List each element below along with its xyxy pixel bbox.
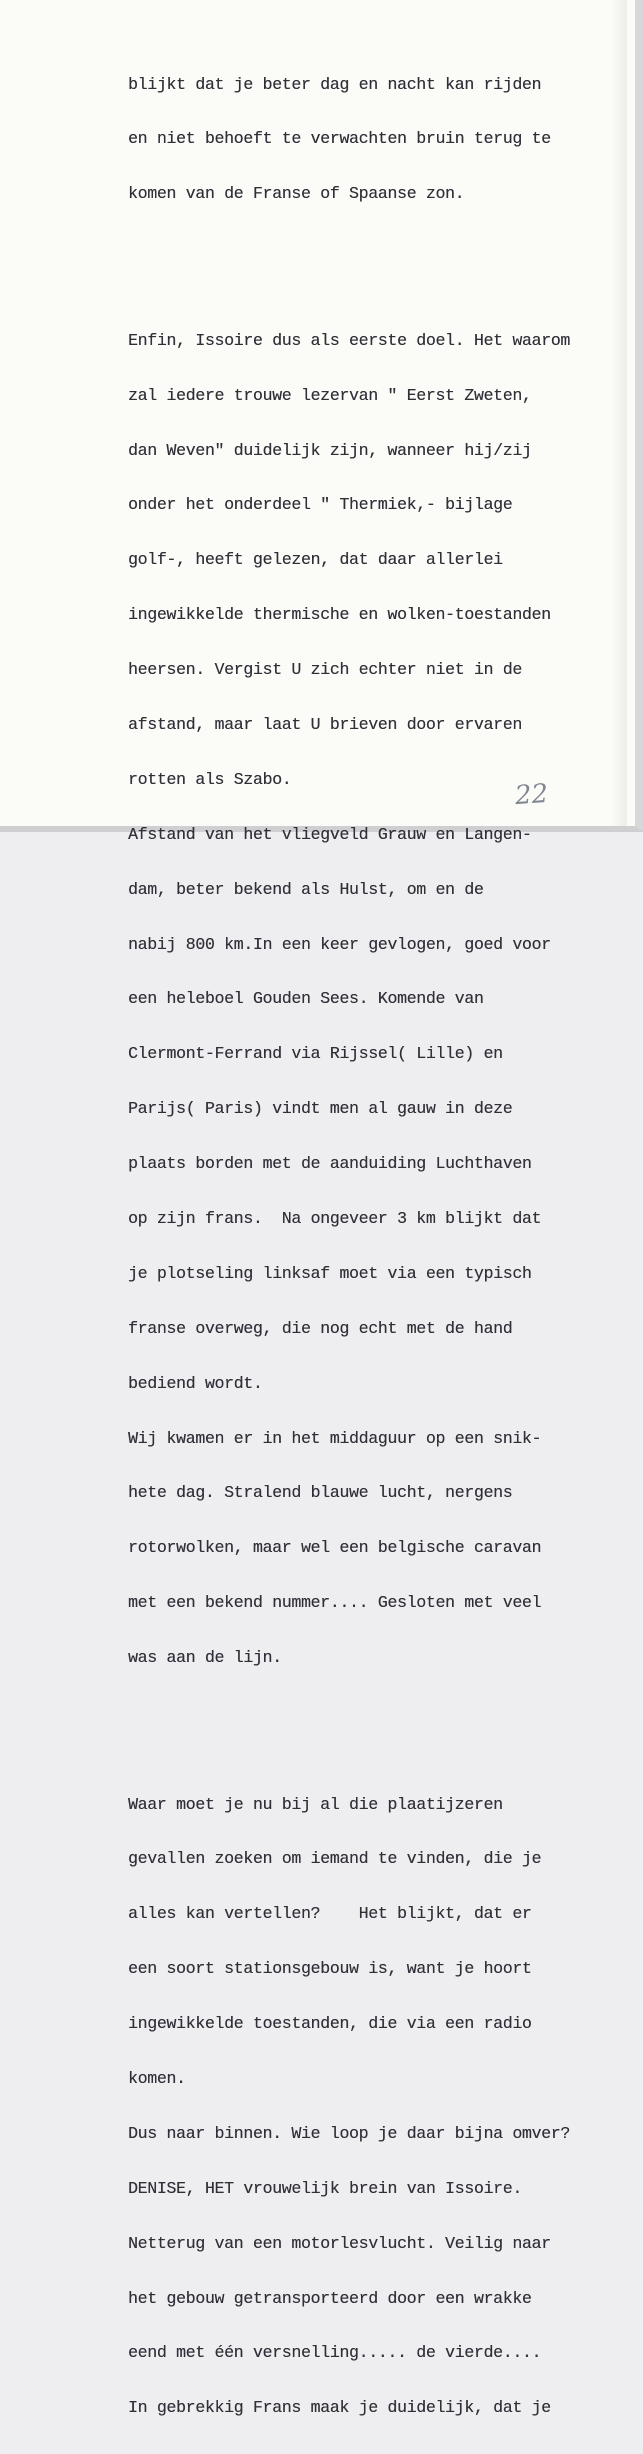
text-line: je plotseling linksaf moet via een typisch: [128, 1263, 532, 1283]
paragraph-gap: [128, 1722, 618, 1740]
text-line: blijkt dat je beter dag en nacht kan rijden: [128, 74, 542, 94]
text-line: rotten als Szabo.: [128, 769, 292, 789]
text-line: komen.: [128, 2068, 186, 2088]
text-line: plaats borden met de aanduiding Luchthaven: [128, 1154, 532, 1174]
text-line: en niet behoeft te verwachten bruin terug te: [128, 129, 551, 149]
text-line: alles kan vertellen? Het blijkt, dat er: [128, 1904, 532, 1924]
handwritten-page-number: 22: [513, 778, 550, 812]
text-line: ingewikkelde toestanden, die via een radio: [128, 2014, 532, 2034]
text-line: franse overweg, die nog echt met de hand: [128, 1318, 513, 1338]
text-line: dam, beter bekend als Hulst, om en de: [128, 879, 484, 899]
text-line: gevallen zoeken om iemand te vinden, die je: [128, 1849, 542, 1869]
text-line: golf-, heeft gelezen, dat daar allerlei: [128, 550, 503, 570]
text-line: komen van de Franse of Spaanse zon.: [128, 184, 465, 204]
text-line: op zijn frans. Na ongeveer 3 km blijkt dat: [128, 1209, 542, 1228]
text-line: met een bekend nummer.... Gesloten met veel: [128, 1593, 542, 1613]
text-line: Dus naar binnen. Wie loop je daar bijna omver?: [128, 2123, 570, 2143]
text-line: hete dag. Stralend blauwe lucht, nergens: [128, 1483, 513, 1503]
text-line: Afstand van het vliegveld Grauw en Langen-: [128, 824, 532, 844]
paragraph-gap: [128, 259, 618, 277]
text-line: dan Weven" duidelijk zijn, wanneer hij/zij: [128, 440, 532, 460]
text-line: het gebouw getransporteerd door een wrakke: [128, 2288, 532, 2308]
text-line: een soort stationsgebouw is, want je hoort: [128, 1959, 532, 1979]
text-line: Enfin, Issoire dus als eerste doel. Het waarom: [128, 330, 570, 350]
text-line: DENISE, HET vrouwelijk brein van Issoire.: [128, 2178, 522, 2198]
text-line: In gebrekkig Frans maak je duidelijk, dat je: [128, 2398, 551, 2418]
text-line: rotorwolken, maar wel een belgische caravan: [128, 1538, 542, 1558]
text-line: afstand, maar laat U brieven door ervaren: [128, 714, 522, 734]
text-line: heersen. Vergist U zich echter niet in de: [128, 660, 522, 680]
text-line: bediend wordt.: [128, 1373, 263, 1393]
text-line: Clermont-Ferrand via Rijssel( Lille) en: [128, 1044, 503, 1064]
text-line: Wij kwamen er in het middaguur op een snik-: [128, 1428, 542, 1448]
text-line: ingewikkelde thermische en wolken-toestanden: [128, 605, 551, 625]
text-line: eend met één versnelling..... de vierde....: [128, 2343, 542, 2363]
typewritten-text: [128, 39, 618, 2454]
text-line: nabij 800 km.In een keer gevlogen, goed voor: [128, 934, 551, 954]
text-line: Parijs( Paris) vindt men al gauw in deze: [128, 1099, 513, 1119]
text-line: zal iedere trouwe lezervan " Eerst Zweten,: [128, 385, 532, 405]
text-line: Waar moet je nu bij al die plaatijzeren: [128, 1794, 503, 1814]
text-line: onder het onderdeel " Thermiek,- bijlage: [128, 495, 513, 515]
text-line: Netterug van een motorlesvlucht. Veilig naar: [128, 2233, 551, 2253]
text-line: een heleboel Gouden Sees. Komende van: [128, 989, 484, 1009]
text-line: was aan de lijn.: [128, 1648, 282, 1668]
